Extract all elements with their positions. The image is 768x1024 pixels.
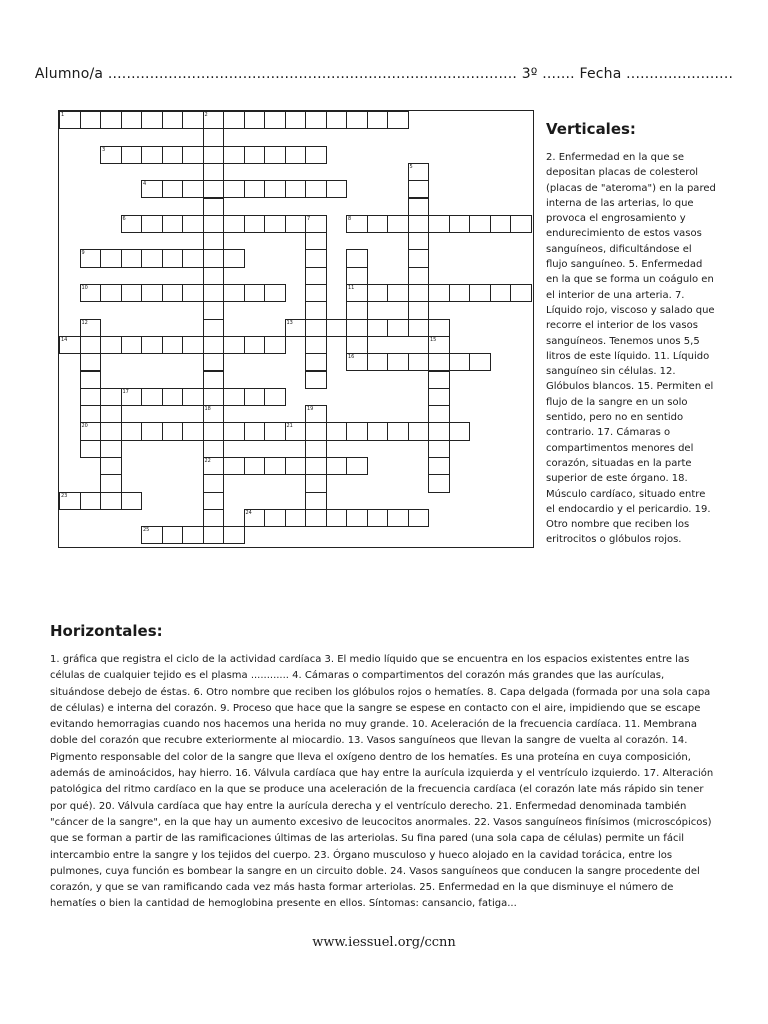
crossword-cell[interactable] xyxy=(346,353,368,371)
crossword-cell[interactable] xyxy=(428,440,450,458)
crossword-cell[interactable] xyxy=(387,111,409,129)
crossword-cell[interactable] xyxy=(100,111,122,129)
crossword-cell[interactable] xyxy=(223,336,245,354)
crossword-cell[interactable] xyxy=(367,319,389,337)
crossword-cell[interactable] xyxy=(346,249,368,267)
crossword-cell[interactable] xyxy=(449,215,471,233)
crossword-cell[interactable] xyxy=(80,371,102,389)
crossword-cell[interactable] xyxy=(408,267,430,285)
crossword-cell[interactable] xyxy=(387,422,409,440)
crossword-cell[interactable] xyxy=(244,180,266,198)
crossword-cell[interactable] xyxy=(408,249,430,267)
crossword-cell[interactable] xyxy=(367,215,389,233)
crossword-cell[interactable] xyxy=(367,111,389,129)
crossword-cell[interactable] xyxy=(182,180,204,198)
crossword-cell[interactable] xyxy=(346,267,368,285)
crossword-cell[interactable] xyxy=(244,284,266,302)
crossword-cell[interactable] xyxy=(141,422,163,440)
crossword-cell[interactable] xyxy=(285,111,307,129)
crossword-cell[interactable] xyxy=(121,388,143,406)
crossword-cell[interactable] xyxy=(408,301,430,319)
clue-number: 17 xyxy=(122,388,129,395)
crossword-cell[interactable] xyxy=(162,526,184,544)
crossword-cell[interactable] xyxy=(449,284,471,302)
crossword-cell[interactable] xyxy=(305,146,327,164)
crossword-cell[interactable] xyxy=(408,215,430,233)
crossword-cell[interactable] xyxy=(121,284,143,302)
crossword-cell[interactable] xyxy=(121,336,143,354)
crossword-cell[interactable] xyxy=(223,526,245,544)
crossword-cell[interactable] xyxy=(387,319,409,337)
crossword-cell[interactable] xyxy=(305,474,327,492)
crossword-cell[interactable] xyxy=(203,249,225,267)
crossword-cell[interactable] xyxy=(285,457,307,475)
horizontales-clues: 1. gráfica que registra el ciclo de la actividad cardíaca 3. El medio líquido que se encuentra en los espacios existentes entre las células de cualquier tejido es el plasma ............ 4. Cámaras o compartimentos del corazón más grandes que las aurículas, situándose debejo de éstas. 6. Otro nombre que reciben los glóbulos rojos o hematíes. 8. Capa delgada (formada por una sola capa de células) e interna del corazón. 9. Proceso que hace que la sangre se espese en contacto con el aire, impidiendo que se escape evitando hemorragias cuando nos hacemos una herida no muy grande. 10. Aceleración de la frecuencia cardíaca. 11. Membrana doble del corazón que recubre exteriormente al miocardio. 13. Vasos sanguíneos que llevan la sangre de vuelta al corazón. 14. Pigmento responsable del color de la sangre que lleva el oxígeno dentro de los hematíes. Es una proteína en cuya composición, además de aminoácidos, hay hierro. 16. Válvula cardíaca que hay entre la aurícula izquierda y el ventrículo izquierdo. 17. Alteración patológica del ritmo cardíaco en la que se produce una aceleración de la frecuencia cardíaca (el corazón late más rápido sin tener por qué). 20. Válvula cardíaca que hay entre la aurícula derecha y el ventrículo derecho. 21. Enfermedad denominada también "cáncer de la sangre", en la que hay un aumento excesivo de leucocitos anormales. 22. Vasos sanguíneos finísimos (microscópicos) que se forman a partir de las ramificaciones últimas de las arteriolas. Su fina pared (una sola capa de células) permite un fácil intercambio entre la sangre y los tejidos del cuerpo. 23. Órgano musculoso y hueco alojado en la cavidad torácica, entre los pulmones, cuya función es bombear la sangre en un circuito doble. 24. Vasos sanguíneos que conducen la sangre procedente del corazón, y que se van ramificando cada vez más hasta formar arteriolas. 25. Enfermedad en la que disminuye el número de hematíes o bien la cantidad de hemoglobina presente en ellos. Síntomas: cansancio, fatiga... xyxy=(50,654,714,910)
crossword-cell[interactable] xyxy=(59,111,81,129)
horizontales-section xyxy=(50,622,716,913)
crossword-cell[interactable] xyxy=(203,509,225,527)
crossword-cell[interactable] xyxy=(59,492,81,510)
crossword-cell[interactable] xyxy=(305,422,327,440)
crossword-cell[interactable] xyxy=(203,353,225,371)
clue-number: 12 xyxy=(81,319,88,326)
crossword-cell[interactable] xyxy=(203,267,225,285)
crossword-cell[interactable] xyxy=(367,353,389,371)
crossword-cell[interactable] xyxy=(244,422,266,440)
crossword-cell[interactable] xyxy=(305,371,327,389)
crossword-cell[interactable] xyxy=(428,371,450,389)
crossword-cell[interactable] xyxy=(182,111,204,129)
crossword-cell[interactable] xyxy=(141,111,163,129)
crossword-cell[interactable] xyxy=(428,319,450,337)
crossword-cell[interactable] xyxy=(346,422,368,440)
crossword-cell[interactable] xyxy=(264,146,286,164)
crossword-cell[interactable] xyxy=(223,388,245,406)
clue-number: 15 xyxy=(430,336,437,343)
verticales-section xyxy=(546,120,716,548)
clue-number: 10 xyxy=(81,285,88,291)
crossword-cell[interactable] xyxy=(203,474,225,492)
crossword-cell[interactable] xyxy=(80,111,102,129)
crossword-cell[interactable] xyxy=(182,146,204,164)
crossword-cell[interactable] xyxy=(326,180,348,198)
crossword-cell[interactable] xyxy=(510,284,532,302)
crossword-cell[interactable] xyxy=(100,284,122,302)
crossword-cell[interactable] xyxy=(469,353,491,371)
crossword-cell[interactable] xyxy=(223,249,245,267)
crossword-cell[interactable] xyxy=(80,388,102,406)
crossword-cell[interactable] xyxy=(264,284,286,302)
crossword-cell[interactable] xyxy=(100,405,122,423)
clue-number: 5 xyxy=(409,163,413,170)
crossword-cell[interactable] xyxy=(162,111,184,129)
crossword-cell[interactable] xyxy=(203,198,225,216)
crossword-cell[interactable] xyxy=(326,319,348,337)
clue-number: 16 xyxy=(348,354,355,361)
crossword-cell[interactable] xyxy=(285,509,307,527)
crossword-cell[interactable] xyxy=(305,215,327,233)
crossword-cell[interactable] xyxy=(305,319,327,337)
crossword-cell[interactable] xyxy=(80,319,102,337)
crossword-cell[interactable] xyxy=(285,146,307,164)
crossword-cell[interactable] xyxy=(203,388,225,406)
crossword-cell[interactable] xyxy=(162,388,184,406)
crossword-cell[interactable] xyxy=(141,215,163,233)
crossword-cell[interactable] xyxy=(326,111,348,129)
crossword-cell[interactable] xyxy=(408,422,430,440)
crossword-cell[interactable] xyxy=(141,336,163,354)
crossword-cell[interactable] xyxy=(100,457,122,475)
crossword-cell[interactable] xyxy=(80,249,102,267)
clue-number: 6 xyxy=(122,215,126,222)
clue-number: 19 xyxy=(307,406,314,413)
crossword-cell[interactable] xyxy=(121,215,143,233)
crossword-cell[interactable] xyxy=(223,180,245,198)
crossword-cell[interactable] xyxy=(367,422,389,440)
crossword-cell[interactable] xyxy=(80,440,102,458)
crossword-cell[interactable] xyxy=(305,232,327,250)
crossword-cell[interactable] xyxy=(203,336,225,354)
crossword-cell[interactable] xyxy=(264,422,286,440)
crossword-cell[interactable] xyxy=(326,457,348,475)
crossword-cell[interactable] xyxy=(305,267,327,285)
crossword-cell[interactable] xyxy=(428,422,450,440)
crossword-cell[interactable] xyxy=(203,284,225,302)
clue-number: 7 xyxy=(307,215,311,222)
crossword-cell[interactable] xyxy=(141,249,163,267)
crossword-cell[interactable] xyxy=(326,509,348,527)
crossword-cell[interactable] xyxy=(100,146,122,164)
crossword-cell[interactable] xyxy=(428,388,450,406)
crossword-cell[interactable] xyxy=(428,215,450,233)
crossword-cell[interactable] xyxy=(408,163,430,181)
horizontales-heading: Horizontales: xyxy=(50,622,163,640)
crossword-cell[interactable] xyxy=(100,336,122,354)
crossword-cell[interactable] xyxy=(346,284,368,302)
crossword-cell[interactable] xyxy=(80,353,102,371)
crossword-cell[interactable] xyxy=(469,284,491,302)
crossword-grid xyxy=(58,110,534,548)
crossword-cell[interactable] xyxy=(449,353,471,371)
crossword-cell[interactable] xyxy=(428,405,450,423)
crossword-cell[interactable] xyxy=(346,336,368,354)
crossword-cell[interactable] xyxy=(244,111,266,129)
crossword-cell[interactable] xyxy=(244,509,266,527)
clue-number: 4 xyxy=(143,181,147,188)
crossword-cell[interactable] xyxy=(162,422,184,440)
crossword-cell[interactable] xyxy=(305,336,327,354)
crossword-cell[interactable] xyxy=(141,146,163,164)
crossword-cell[interactable] xyxy=(449,422,471,440)
crossword-cell[interactable] xyxy=(182,215,204,233)
crossword-cell[interactable] xyxy=(408,509,430,527)
crossword-cell[interactable] xyxy=(100,492,122,510)
crossword-cell[interactable] xyxy=(264,509,286,527)
crossword-cell[interactable] xyxy=(244,146,266,164)
clue-number: 24 xyxy=(245,509,252,516)
crossword-cell[interactable] xyxy=(305,111,327,129)
crossword-cell[interactable] xyxy=(223,284,245,302)
crossword-cell[interactable] xyxy=(59,336,81,354)
crossword-cell[interactable] xyxy=(121,492,143,510)
verticales-heading: Verticales: xyxy=(546,120,636,138)
crossword-cell[interactable] xyxy=(264,336,286,354)
crossword-cell[interactable] xyxy=(80,492,102,510)
crossword-cell[interactable] xyxy=(305,353,327,371)
crossword-cell[interactable] xyxy=(408,232,430,250)
crossword-cell[interactable] xyxy=(408,198,430,216)
crossword-cell[interactable] xyxy=(428,457,450,475)
crossword-cell[interactable] xyxy=(141,526,163,544)
crossword-cell[interactable] xyxy=(244,336,266,354)
crossword-cell[interactable] xyxy=(203,492,225,510)
crossword-cell[interactable] xyxy=(285,422,307,440)
crossword-cell[interactable] xyxy=(428,353,450,371)
clue-number: 14 xyxy=(61,336,68,343)
crossword-cell[interactable] xyxy=(100,440,122,458)
crossword-cell[interactable] xyxy=(305,284,327,302)
crossword-cell[interactable] xyxy=(387,215,409,233)
crossword-cell[interactable] xyxy=(285,180,307,198)
crossword-cell[interactable] xyxy=(121,146,143,164)
crossword-cell[interactable] xyxy=(346,509,368,527)
crossword-cell[interactable] xyxy=(182,249,204,267)
crossword-cell[interactable] xyxy=(203,319,225,337)
clue-number: 11 xyxy=(348,285,355,291)
crossword-cell[interactable] xyxy=(428,336,450,354)
crossword-cell[interactable] xyxy=(305,492,327,510)
crossword-cell[interactable] xyxy=(141,180,163,198)
crossword-cell[interactable] xyxy=(305,249,327,267)
crossword-cell[interactable] xyxy=(223,111,245,129)
crossword-cell[interactable] xyxy=(141,284,163,302)
clue-number: 13 xyxy=(286,319,293,326)
crossword-cell[interactable] xyxy=(244,215,266,233)
crossword-cell[interactable] xyxy=(264,388,286,406)
crossword-cell[interactable] xyxy=(223,215,245,233)
crossword-cell[interactable] xyxy=(203,440,225,458)
crossword-cell[interactable] xyxy=(428,474,450,492)
clue-number: 2 xyxy=(204,112,208,118)
clue-number: 8 xyxy=(348,215,352,222)
crossword-cell[interactable] xyxy=(367,284,389,302)
crossword-cell[interactable] xyxy=(182,388,204,406)
crossword-cell[interactable] xyxy=(203,128,225,146)
crossword-cell[interactable] xyxy=(203,301,225,319)
clue-number: 9 xyxy=(81,250,85,257)
clue-number: 20 xyxy=(81,423,88,430)
clue-number: 1 xyxy=(61,112,65,118)
crossword-cell[interactable] xyxy=(162,146,184,164)
crossword-cell[interactable] xyxy=(428,284,450,302)
crossword-cell[interactable] xyxy=(244,388,266,406)
crossword-cell[interactable] xyxy=(305,440,327,458)
crossword-cell[interactable] xyxy=(182,526,204,544)
crossword-cell[interactable] xyxy=(121,249,143,267)
crossword-cell[interactable] xyxy=(408,284,430,302)
crossword-cell[interactable] xyxy=(264,180,286,198)
crossword-cell[interactable] xyxy=(285,215,307,233)
crossword-cell[interactable] xyxy=(387,284,409,302)
crossword-cell[interactable] xyxy=(264,111,286,129)
crossword-cell[interactable] xyxy=(162,336,184,354)
crossword-cell[interactable] xyxy=(346,457,368,475)
crossword-cell[interactable] xyxy=(203,111,225,129)
crossword-cell[interactable] xyxy=(80,405,102,423)
crossword-cell[interactable] xyxy=(141,388,163,406)
crossword-cell[interactable] xyxy=(162,180,184,198)
crossword-cell[interactable] xyxy=(244,457,266,475)
crossword-cell[interactable] xyxy=(203,146,225,164)
clue-number: 23 xyxy=(61,492,68,499)
footer-url: www.iessuel.org/ccnn xyxy=(312,935,456,950)
crossword-cell[interactable] xyxy=(326,422,348,440)
crossword-cell[interactable] xyxy=(346,319,368,337)
clue-number: 18 xyxy=(204,406,211,413)
crossword-cell[interactable] xyxy=(182,336,204,354)
crossword-cell[interactable] xyxy=(305,457,327,475)
crossword-cell[interactable] xyxy=(510,215,532,233)
crossword-cell[interactable] xyxy=(203,215,225,233)
crossword-cell[interactable] xyxy=(223,422,245,440)
crossword-cell[interactable] xyxy=(387,353,409,371)
crossword-cell[interactable] xyxy=(203,180,225,198)
clue-number: 21 xyxy=(286,423,293,430)
crossword-cell[interactable] xyxy=(223,146,245,164)
crossword-cell[interactable] xyxy=(162,249,184,267)
crossword-cell[interactable] xyxy=(203,526,225,544)
crossword-cell[interactable] xyxy=(490,215,512,233)
crossword-cell[interactable] xyxy=(305,509,327,527)
crossword-cell[interactable] xyxy=(203,163,225,181)
crossword-cell[interactable] xyxy=(469,215,491,233)
crossword-cell[interactable] xyxy=(203,422,225,440)
crossword-cell[interactable] xyxy=(182,284,204,302)
crossword-cell[interactable] xyxy=(100,422,122,440)
crossword-cell[interactable] xyxy=(162,284,184,302)
crossword-cell[interactable] xyxy=(408,319,430,337)
crossword-cell[interactable] xyxy=(490,284,512,302)
crossword-cell[interactable] xyxy=(203,457,225,475)
clue-number: 22 xyxy=(204,458,211,464)
crossword-cell[interactable] xyxy=(346,111,368,129)
crossword-cell[interactable] xyxy=(387,509,409,527)
crossword-cell[interactable] xyxy=(121,111,143,129)
crossword-cell[interactable] xyxy=(203,405,225,423)
crossword-cell[interactable] xyxy=(305,405,327,423)
crossword-cell[interactable] xyxy=(203,232,225,250)
crossword-cell[interactable] xyxy=(264,457,286,475)
crossword-cell[interactable] xyxy=(100,249,122,267)
crossword-cell[interactable] xyxy=(80,422,102,440)
student-header-line: Alumno/a ........................................................................................ 3º ....... Fecha ....................... xyxy=(34,66,734,82)
crossword-cell[interactable] xyxy=(203,371,225,389)
crossword-cell[interactable] xyxy=(162,215,184,233)
crossword-cell[interactable] xyxy=(305,301,327,319)
crossword-cell[interactable] xyxy=(264,215,286,233)
crossword-cell[interactable] xyxy=(285,319,307,337)
crossword-cell[interactable] xyxy=(100,388,122,406)
crossword-cell[interactable] xyxy=(121,422,143,440)
verticales-clues: 2. Enfermedad en la que se depositan placas de colesterol (placas de "ateroma") en la pared interna de las arterias, lo que provoca el engrosamiento y endurecimiento de estos vasos sanguíneos, dificultándose el flujo sanguíneo. 5. Enfermedad en la que se forma un coágulo en el interior de una arteria. 7. Líquido rojo, viscoso y salado que recorre el interior de los vasos sanguíneos. Tenemos unos 5,5 litros de este líquido. 11. Líquido sanguíneo sin células. 12. Glóbulos blancos. 15. Permiten el flujo de la sangre en un solo sentido, pero no en sentido contrario. 17. Cámaras o compartimentos menores del corazón, situadas en la parte superior de este órgano. 18. Músculo cardíaco, situado entre el endocardio y el pericardio. 19. Otro nombre que reciben los eritrocitos o glóbulos rojos. xyxy=(546,152,716,546)
crossword-cell[interactable] xyxy=(223,457,245,475)
crossword-cell[interactable] xyxy=(408,180,430,198)
crossword-cell[interactable] xyxy=(346,215,368,233)
clue-number: 3 xyxy=(102,146,106,153)
crossword-cell[interactable] xyxy=(367,509,389,527)
crossword-cell[interactable] xyxy=(305,180,327,198)
crossword-cell[interactable] xyxy=(80,284,102,302)
crossword-cell[interactable] xyxy=(408,353,430,371)
crossword-cell[interactable] xyxy=(346,301,368,319)
crossword-cell[interactable] xyxy=(182,422,204,440)
clue-number: 25 xyxy=(143,527,150,534)
crossword-cell[interactable] xyxy=(100,474,122,492)
crossword-cell[interactable] xyxy=(80,336,102,354)
